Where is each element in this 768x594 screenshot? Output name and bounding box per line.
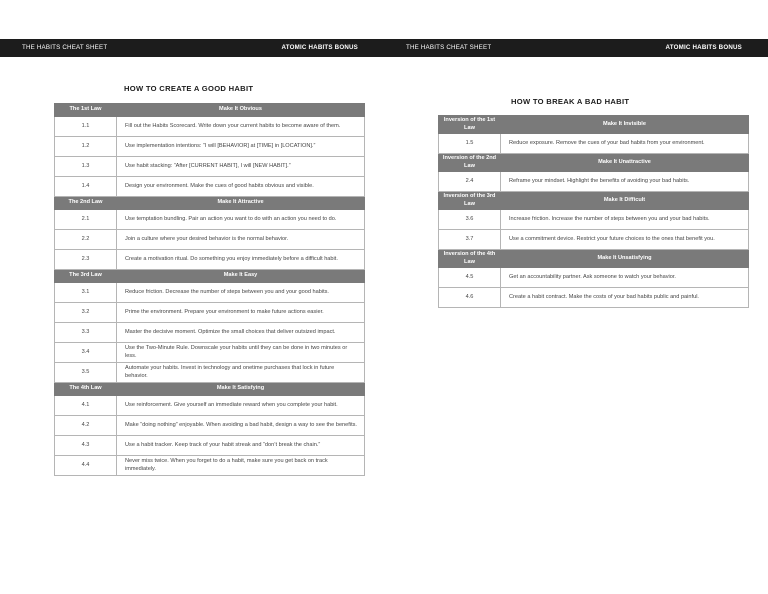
right-header-left: THE HABITS CHEAT SHEET	[406, 44, 492, 51]
habit-text: Prime the environment. Prepare your environment to make future actions easier.	[117, 303, 365, 323]
table-row	[439, 210, 749, 230]
habit-text: Reduce friction. Decrease the number of steps between you and your good habits.	[117, 283, 365, 303]
habit-number: 3.6	[439, 210, 501, 230]
habit-text: Make “doing nothing” enjoyable. When avoiding a bad habit, design a way to see the benefits.	[117, 416, 365, 436]
habit-number: 3.2	[55, 303, 117, 323]
habit-number: 3.5	[55, 363, 117, 383]
law-header-make-it-unsatisfying	[439, 250, 749, 268]
habit-text: Use a commitment device. Restrict your future choices to the ones that benefit you.	[501, 230, 749, 250]
left-header-bar	[0, 39, 384, 57]
habit-text: Master the decisive moment. Optimize the small choices that deliver outsized impact.	[117, 323, 365, 343]
table-row	[55, 363, 365, 383]
habit-text: Reframe your mindset. Highlight the benefits of avoiding your bad habits.	[501, 172, 749, 192]
habit-text: Use reinforcement. Give yourself an immediate reward when you complete your habit.	[117, 396, 365, 416]
habit-number: 3.4	[55, 343, 117, 363]
law-header-make-it-invisible	[439, 116, 749, 134]
law-label: The 2nd Law	[55, 197, 117, 210]
habit-number: 2.1	[55, 210, 117, 230]
law-header-make-it-difficult	[439, 192, 749, 210]
habit-text: Get an accountability partner. Ask someone to watch your behavior.	[501, 268, 749, 288]
habit-number: 4.1	[55, 396, 117, 416]
table-row	[55, 117, 365, 137]
habit-text: Use temptation bundling. Pair an action you want to do with an action you need to do.	[117, 210, 365, 230]
table-row	[439, 288, 749, 308]
habit-number: 2.2	[55, 230, 117, 250]
table-row	[55, 250, 365, 270]
table-row	[55, 436, 365, 456]
law-label: The 1st Law	[55, 104, 117, 117]
table-row	[55, 230, 365, 250]
habit-text: Fill out the Habits Scorecard. Write down your current habits to become aware of them.	[117, 117, 365, 137]
habit-number: 1.5	[439, 134, 501, 154]
law-title: Make It Invisible	[501, 116, 749, 134]
habit-number: 1.4	[55, 177, 117, 197]
table-row	[55, 323, 365, 343]
table-row	[55, 303, 365, 323]
table-row	[439, 230, 749, 250]
right-header-right: ATOMIC HABITS BONUS	[665, 44, 742, 51]
law-header-make-it-easy	[55, 270, 365, 283]
habit-text: Automate your habits. Invest in technology and onetime purchases that lock in future behavior.	[117, 363, 365, 383]
table-row	[55, 137, 365, 157]
law-label: Inversion of the 4th Law	[439, 250, 501, 268]
bad-habit-table	[438, 115, 749, 308]
habit-number: 2.3	[55, 250, 117, 270]
habit-number: 1.2	[55, 137, 117, 157]
right-page	[384, 0, 768, 594]
law-label: The 4th Law	[55, 383, 117, 396]
habit-text: Create a habit contract. Make the costs of your bad habits public and painful.	[501, 288, 749, 308]
habit-number: 1.1	[55, 117, 117, 137]
habit-text: Design your environment. Make the cues of good habits obvious and visible.	[117, 177, 365, 197]
table-row	[439, 268, 749, 288]
left-header-right: ATOMIC HABITS BONUS	[281, 44, 358, 51]
habit-text: Increase friction. Increase the number of steps between you and your bad habits.	[501, 210, 749, 230]
habit-text: Create a motivation ritual. Do something you enjoy immediately before a difficult habit.	[117, 250, 365, 270]
table-row	[55, 177, 365, 197]
law-title: Make It Difficult	[501, 192, 749, 210]
law-label: Inversion of the 1st Law	[439, 116, 501, 134]
habit-number: 4.4	[55, 456, 117, 476]
law-header-make-it-satisfying	[55, 383, 365, 396]
table-row	[439, 172, 749, 192]
table-row	[55, 343, 365, 363]
habit-number: 4.3	[55, 436, 117, 456]
bad-habit-title: HOW TO BREAK A BAD HABIT	[511, 97, 630, 106]
law-header-make-it-obvious	[55, 104, 365, 117]
table-row	[55, 396, 365, 416]
law-title: Make It Attractive	[117, 197, 365, 210]
law-header-make-it-unattractive	[439, 154, 749, 172]
table-row	[55, 416, 365, 436]
habit-text: Use habit stacking: “After [CURRENT HABIT], I will [NEW HABIT].”	[117, 157, 365, 177]
habit-number: 4.5	[439, 268, 501, 288]
law-label: Inversion of the 3rd Law	[439, 192, 501, 210]
habit-text: Never miss twice. When you forget to do a habit, make sure you get back on track immediately.	[117, 456, 365, 476]
law-title: Make It Obvious	[117, 104, 365, 117]
law-header-make-it-attractive	[55, 197, 365, 210]
good-habit-title: HOW TO CREATE A GOOD HABIT	[124, 84, 254, 93]
table-row	[55, 210, 365, 230]
habit-text: Use implementation intentions: “I will [BEHAVIOR] at [TIME] in [LOCATION].”	[117, 137, 365, 157]
law-label: The 3rd Law	[55, 270, 117, 283]
habit-text: Join a culture where your desired behavior is the normal behavior.	[117, 230, 365, 250]
law-label: Inversion of the 2nd Law	[439, 154, 501, 172]
good-habit-table	[54, 103, 365, 476]
habit-number: 2.4	[439, 172, 501, 192]
habit-number: 1.3	[55, 157, 117, 177]
habit-text: Use a habit tracker. Keep track of your habit streak and “don’t break the chain.”	[117, 436, 365, 456]
law-title: Make It Easy	[117, 270, 365, 283]
habit-number: 4.6	[439, 288, 501, 308]
law-title: Make It Unattractive	[501, 154, 749, 172]
table-row	[55, 283, 365, 303]
table-row	[55, 157, 365, 177]
habit-text: Reduce exposure. Remove the cues of your bad habits from your environment.	[501, 134, 749, 154]
habit-number: 3.1	[55, 283, 117, 303]
habit-number: 3.7	[439, 230, 501, 250]
table-row	[55, 456, 365, 476]
right-header-bar	[384, 39, 768, 57]
law-title: Make It Unsatisfying	[501, 250, 749, 268]
left-header-left: THE HABITS CHEAT SHEET	[22, 44, 108, 51]
habit-number: 4.2	[55, 416, 117, 436]
law-title: Make It Satisfying	[117, 383, 365, 396]
habit-number: 3.3	[55, 323, 117, 343]
table-row	[439, 134, 749, 154]
habit-text: Use the Two-Minute Rule. Downscale your habits until they can be done in two minutes or less.	[117, 343, 365, 363]
